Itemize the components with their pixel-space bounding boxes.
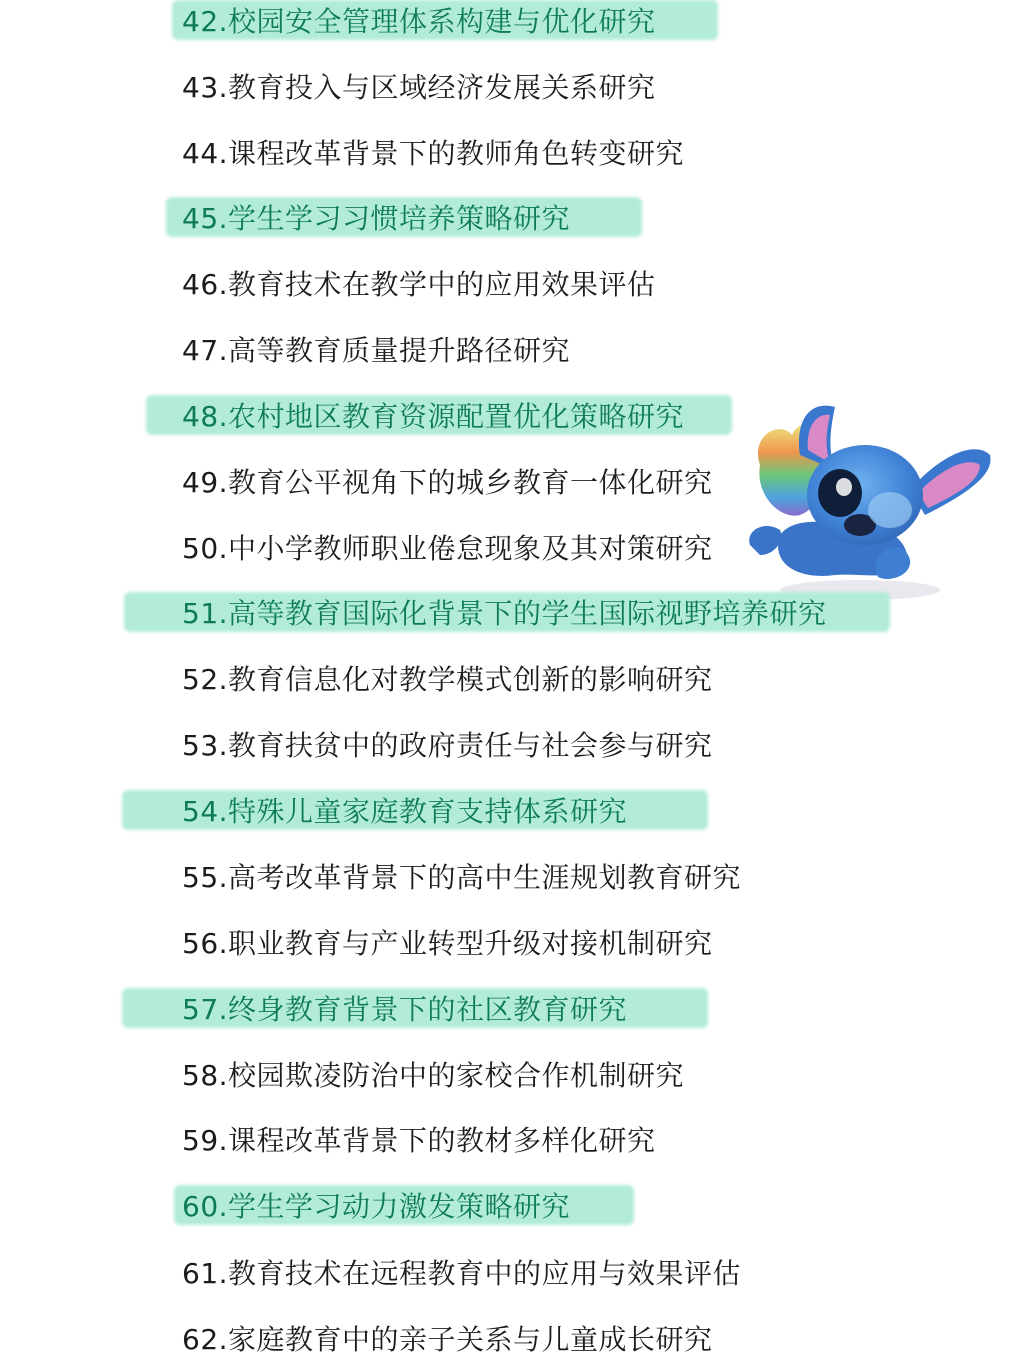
list-item: [182, 1117, 656, 1161]
list-item-text: 59.课程改革背景下的教材多样化研究: [182, 1124, 656, 1157]
list-item: [182, 525, 713, 569]
list-item-text: 54.特殊儿童家庭教育支持体系研究: [182, 795, 628, 828]
list-item: [182, 854, 741, 898]
list-item-text: 57.终身教育背景下的社区教育研究: [182, 993, 628, 1026]
list-item-text: 48.农村地区教育资源配置优化策略研究: [182, 400, 685, 433]
list-item-text: 60.学生学习动力激发策略研究: [182, 1190, 571, 1223]
list-item: [182, 920, 713, 964]
list-item-text: 45.学生学习习惯培养策略研究: [182, 202, 571, 235]
list-item: [182, 788, 627, 832]
list-item-text: 51.高等教育国际化背景下的学生国际视野培养研究: [182, 597, 827, 630]
list-item-text: 49.教育公平视角下的城乡教育一体化研究: [182, 466, 713, 499]
list-item: [182, 327, 570, 371]
list-item: [182, 64, 656, 108]
list-item-text: 56.职业教育与产业转型升级对接机制研究: [182, 927, 713, 960]
list-item-text: 46.教育技术在教学中的应用效果评估: [182, 268, 656, 301]
list-item-text: 43.教育投入与区域经济发展关系研究: [182, 71, 656, 104]
list-item: [182, 261, 656, 305]
list-item-text: 52.教育信息化对教学模式创新的影响研究: [182, 663, 713, 696]
list-item-text: 47.高等教育质量提升路径研究: [182, 334, 571, 367]
list-item-text: 62.家庭教育中的亲子关系与儿童成长研究: [182, 1323, 713, 1356]
list-item: [182, 130, 684, 174]
list-item: [182, 459, 713, 503]
list-item: [182, 590, 827, 634]
list-item-text: 53.教育扶贫中的政府责任与社会参与研究: [182, 729, 713, 762]
list-item: [182, 656, 713, 700]
list-item-text: 50.中小学教师职业倦怠现象及其对策研究: [182, 532, 713, 565]
list-item: [182, 1316, 713, 1360]
list-item: [182, 393, 684, 437]
list-item-text: 42.校园安全管理体系构建与优化研究: [182, 5, 656, 38]
list-item: [182, 1052, 684, 1096]
list-item: [182, 1183, 570, 1227]
list-item-text: 58.校园欺凌防治中的家校合作机制研究: [182, 1059, 685, 1092]
list-item-text: 44.课程改革背景下的教师角色转变研究: [182, 137, 685, 170]
list-item: [182, 722, 713, 766]
list-item: [182, 1250, 741, 1294]
list-item-text: 55.高考改革背景下的高中生涯规划教育研究: [182, 861, 742, 894]
stitch-figure-icon: [740, 395, 1000, 605]
list-item: [182, 195, 570, 239]
list-item: [182, 986, 627, 1030]
list-item: [182, 0, 656, 42]
list-item-text: 61.教育技术在远程教育中的应用与效果评估: [182, 1257, 742, 1290]
